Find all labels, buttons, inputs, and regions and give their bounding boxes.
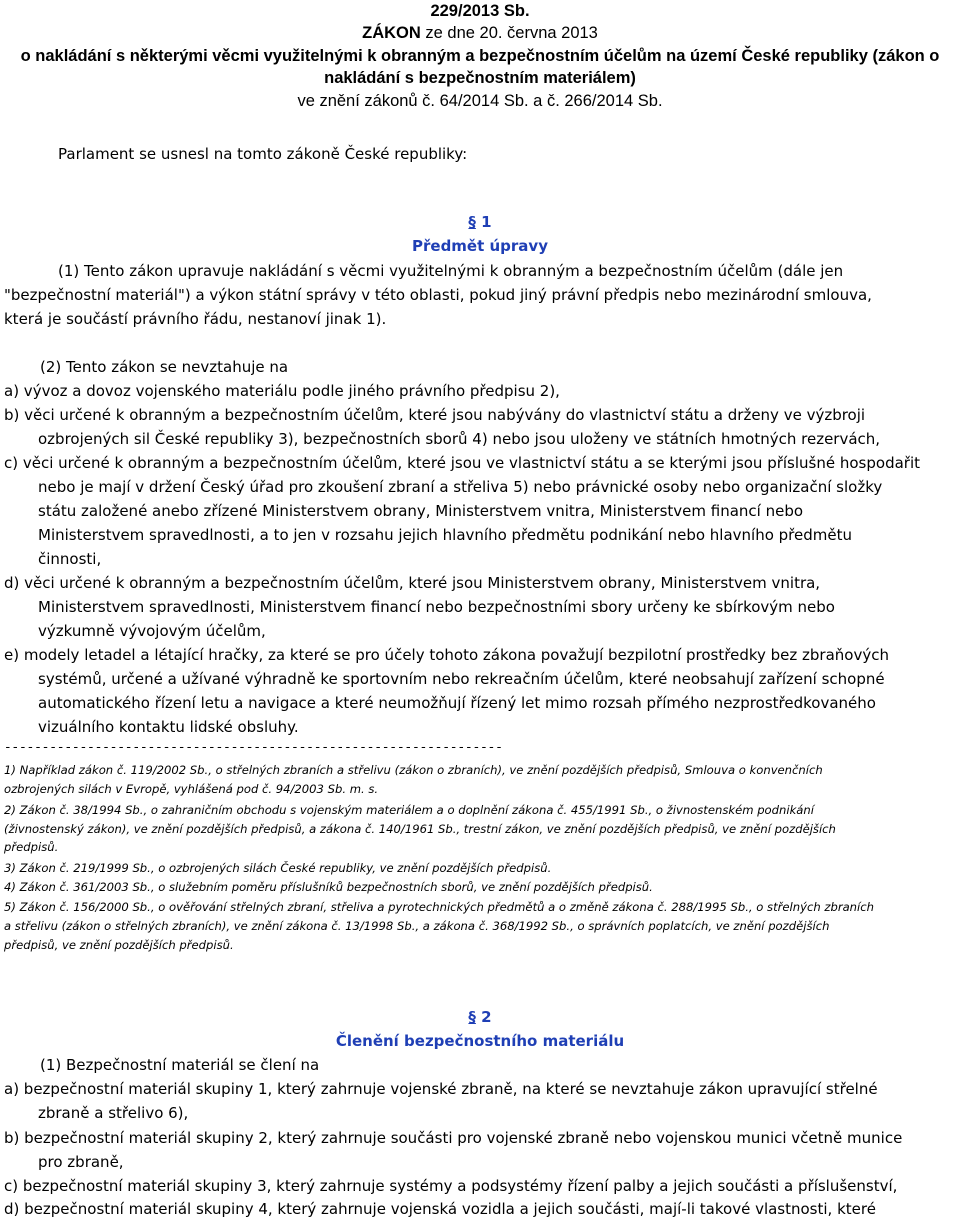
s1-item-e-line-1: e) modely letadel a létající hračky, za které se pro účely tohoto zákona považují bezpilotní prostředky bez zbraňových: [4, 646, 889, 664]
law-date-line: [0, 22, 960, 44]
s1-item-b-line-1: b) věci určené k obranným a bezpečnostním účelům, které jsou nabývány do vlastnictví státu a drženy ve výzbroji: [4, 406, 866, 424]
footnote-2-line-3: předpisů.: [4, 840, 59, 854]
s2-para1-intro: (1) Bezpečnostní materiál se člení na: [40, 1056, 320, 1074]
s1-item-a: a) vývoz a dovoz vojenského materiálu podle jiného právního předpisu 2),: [4, 382, 560, 400]
law-title-line-1: o nakládání s některými věcmi využitelnými k obranným a bezpečnostním účelům na území České republiky (zákon o: [20, 47, 940, 65]
law-date: ze dne 20. června 2013: [425, 24, 598, 42]
s1-para1-line-1: (1) Tento zákon upravuje nakládání s věcmi využitelnými k obranným a bezpečnostním účelům (dále jen: [58, 262, 844, 280]
section-1-number: § 1: [468, 213, 492, 231]
footnote-1-line-1: 1) Například zákon č. 119/2002 Sb., o střelných zbraních a střelivu (zákon o zbraních), ve znění pozdějších předpisů, Smlouva o konvenčních: [4, 763, 823, 777]
law-type: ZÁKON: [362, 24, 421, 42]
s2-item-a-line-2: zbraně a střelivo 6),: [38, 1104, 189, 1122]
preamble: Parlament se usnesl na tomto zákoně České republiky:: [58, 145, 468, 163]
s2-item-a-line-1: a) bezpečnostní materiál skupiny 1, který zahrnuje vojenské zbraně, na které se nevztahuje zákon upravující střelné: [4, 1080, 878, 1098]
section-2-number: § 2: [468, 1008, 492, 1026]
footnote-separator: ------------------------------------------------------------------: [4, 741, 503, 755]
footnote-2-line-2: (živnostenský zákon), ve znění pozdějších předpisů, a zákona č. 140/1961 Sb., trestní zákon, ve znění pozdějších předpisů, ve znění pozdějších: [4, 822, 836, 836]
s2-item-d: d) bezpečnostní materiál skupiny 4, který zahrnuje vojenská vozidla a jejich součásti, mají-li takové vlastnosti, které: [4, 1200, 876, 1218]
s1-item-c-line-3: státu založené anebo zřízené Ministerstvem obrany, Ministerstvem vnitra, Ministerstvem financí nebo: [38, 502, 804, 520]
footnote-3: 3) Zákon č. 219/1999 Sb., o ozbrojených silách České republiky, ve znění pozdějších předpisů.: [4, 861, 552, 875]
section-2-title: Členění bezpečnostního materiálu: [335, 1032, 625, 1050]
s1-item-e-line-3: automatického řízení letu a navigace a které neumožňují řízený let mimo rozsah přímého nezprostředkovaného: [38, 694, 876, 712]
law-number: 229/2013 Sb.: [430, 2, 530, 20]
footnote-2-line-1: 2) Zákon č. 38/1994 Sb., o zahraničním obchodu s vojenským materiálem a o doplnění zákona č. 455/1991 Sb., o živnostenském podnikání: [4, 803, 814, 817]
s1-para1-line-3: která je součástí právního řádu, nestanoví jinak 1).: [4, 310, 387, 328]
s1-item-c-line-5: činnosti,: [38, 550, 102, 568]
section-2-number-value: 2: [481, 1008, 492, 1026]
footnote-4: 4) Zákon č. 361/2003 Sb., o služebním poměru příslušníků bezpečnostních sborů, ve znění pozdějších předpisů.: [4, 880, 653, 894]
s1-item-d-line-1: d) věci určené k obranným a bezpečnostním účelům, které jsou Ministerstvem obrany, Ministerstvem vnitra,: [4, 574, 821, 592]
s2-item-b-line-1: b) bezpečnostní materiál skupiny 2, který zahrnuje součásti pro vojenské zbraně nebo vojenskou munici včetně munice: [4, 1129, 903, 1147]
s1-item-c-line-4: Ministerstvem spravedlnosti, a to jen v rozsahu jejich hlavního předmětu podnikání nebo hlavního předmětu: [38, 526, 852, 544]
s1-para1-line-2: "bezpečnostní materiál") a výkon státní správy v této oblasti, pokud jiný právní předpis nebo mezinárodní smlouva,: [4, 286, 872, 304]
s1-item-e-line-4: vizuálního kontaktu lidské obsluhy.: [38, 718, 299, 736]
s1-item-d-line-2: Ministerstvem spravedlnosti, Ministerstvem financí nebo bezpečnostními sbory určeny ke sbírkovým nebo: [38, 598, 835, 616]
footnote-1-line-2: ozbrojených silách v Evropě, vyhlášená pod č. 94/2003 Sb. m. s.: [4, 782, 379, 796]
s1-item-c-line-1: c) věci určené k obranným a bezpečnostním účelům, které jsou ve vlastnictví státu a se kterými jsou příslušné hospodařit: [4, 454, 920, 472]
s2-item-b-line-2: pro zbraně,: [38, 1153, 124, 1171]
law-amendments: ve znění zákonů č. 64/2014 Sb. a č. 266/2014 Sb.: [297, 92, 663, 110]
section-1-number-value: 1: [481, 213, 492, 231]
section-1-title: Předmět úpravy: [412, 237, 548, 255]
s1-item-e-line-2: systémů, určené a užívané výhradně ke sportovním nebo rekreačním účelům, které neobsahují zařízení schopné: [38, 670, 885, 688]
s1-para2-intro: (2) Tento zákon se nevztahuje na: [40, 358, 289, 376]
s2-item-c: c) bezpečnostní materiál skupiny 3, který zahrnuje systémy a podsystémy řízení palby a jejich součásti a příslušenství,: [4, 1177, 898, 1195]
footnote-5-line-3: předpisů, ve znění pozdějších předpisů.: [4, 938, 234, 952]
footnote-5-line-1: 5) Zákon č. 156/2000 Sb., o ověřování střelných zbraní, střeliva a pyrotechnických předmětů a o změně zákona č. 288/1995 Sb., o střelných zbraních: [4, 900, 874, 914]
footnote-5-line-2: a střelivu (zákon o střelných zbraních), ve znění zákona č. 13/1998 Sb., a zákona č. 368/1992 Sb., o správních poplatcích, ve znění pozdějších: [4, 919, 830, 933]
law-title-line-2: nakládání s bezpečnostním materiálem): [324, 69, 636, 87]
s1-item-c-line-2: nebo je mají v držení Český úřad pro zkoušení zbraní a střeliva 5) nebo právnické osoby nebo organizační složky: [38, 478, 883, 496]
s1-item-d-line-3: výzkumně vývojovým účelům,: [38, 622, 266, 640]
s1-item-b-line-2: ozbrojených sil České republiky 3), bezpečnostních sborů 4) nebo jsou uloženy ve státních hmotných rezervách,: [38, 430, 881, 448]
